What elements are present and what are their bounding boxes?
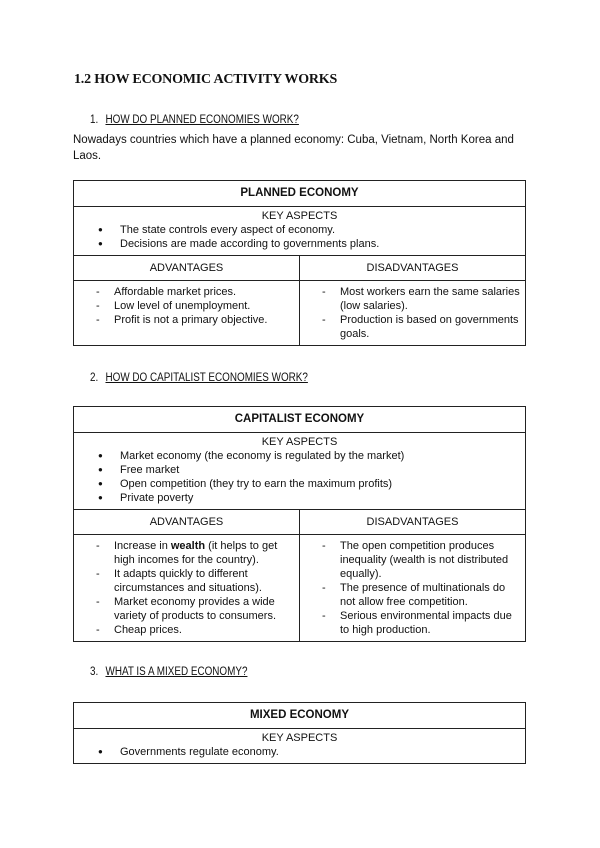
list-item: ● Free market xyxy=(120,463,519,477)
section-number: 2. xyxy=(90,372,99,384)
advantages-cell xyxy=(74,281,300,346)
list-item: - Serious environmental impacts due to high production. xyxy=(340,609,521,637)
advantages-header: ADVANTAGES xyxy=(74,256,300,281)
disadvantages-cell xyxy=(300,281,526,346)
list-item: - The presence of multinationals do not allow free competition. xyxy=(340,581,521,609)
page-title: 1.2 HOW ECONOMIC ACTIVITY WORKS xyxy=(74,72,338,87)
planned-economy-table xyxy=(73,180,526,346)
text-segment: (it helps to get high incomes for the country). xyxy=(114,540,278,566)
key-aspects-title: KEY ASPECTS xyxy=(261,732,338,744)
section-title: HOW DO CAPITALIST ECONOMIES WORK? xyxy=(105,372,308,384)
text-segment: Increase in xyxy=(114,540,171,552)
section-heading-capitalist xyxy=(90,372,308,384)
list-item: ● Private poverty xyxy=(120,491,519,505)
list-item: - Profit is not a primary objective. xyxy=(114,313,295,327)
section-heading-mixed xyxy=(90,666,247,678)
table-title: PLANNED ECONOMY xyxy=(74,181,526,207)
table-title: MIXED ECONOMY xyxy=(74,703,526,729)
list-item: ● Market economy (the economy is regulated by the market) xyxy=(120,449,519,463)
disadvantages-header: DISADVANTAGES xyxy=(300,256,526,281)
key-aspects-title: KEY ASPECTS xyxy=(261,210,338,222)
section-heading-planned xyxy=(90,114,299,126)
list-item: ● Governments regulate economy. xyxy=(120,745,519,759)
intro-paragraph: Nowadays countries which have a planned economy: Cuba, Vietnam, North Korea and Laos. xyxy=(73,134,514,162)
disadvantages-header: DISADVANTAGES xyxy=(300,510,526,535)
key-aspects-cell xyxy=(74,729,526,764)
advantages-cell xyxy=(74,535,300,642)
list-item: ● The state controls every aspect of economy. xyxy=(120,223,519,237)
list-item: - Market economy provides a wide variety of products to consumers. xyxy=(114,595,295,623)
key-aspects-title: KEY ASPECTS xyxy=(261,436,338,448)
list-item: - Affordable market prices. xyxy=(114,285,295,299)
section-title: WHAT IS A MIXED ECONOMY? xyxy=(105,666,248,678)
section-number: 1. xyxy=(90,114,99,126)
list-item: - Most workers earn the same salaries (low salaries). xyxy=(340,285,521,313)
bold-word: wealth xyxy=(170,540,206,552)
list-item xyxy=(114,539,295,567)
key-aspects-cell xyxy=(74,433,526,510)
list-item: - The open competition produces inequality (wealth is not distributed equally). xyxy=(340,539,521,581)
section-number: 3. xyxy=(90,666,99,678)
list-item: - Low level of unemployment. xyxy=(114,299,295,313)
list-item: ● Decisions are made according to governments plans. xyxy=(120,237,519,251)
section-title: HOW DO PLANNED ECONOMIES WORK? xyxy=(105,114,299,126)
disadvantages-cell xyxy=(300,535,526,642)
table-title: CAPITALIST ECONOMY xyxy=(74,407,526,433)
list-item: - It adapts quickly to different circumstances and situations). xyxy=(114,567,295,595)
mixed-economy-table xyxy=(73,702,526,764)
list-item: ● Open competition (they try to earn the maximum profits) xyxy=(120,477,519,491)
list-item: - Cheap prices. xyxy=(114,623,295,637)
list-item: - Production is based on governments goals. xyxy=(340,313,521,341)
key-aspects-cell xyxy=(74,207,526,256)
advantages-header: ADVANTAGES xyxy=(74,510,300,535)
capitalist-economy-table xyxy=(73,406,526,642)
